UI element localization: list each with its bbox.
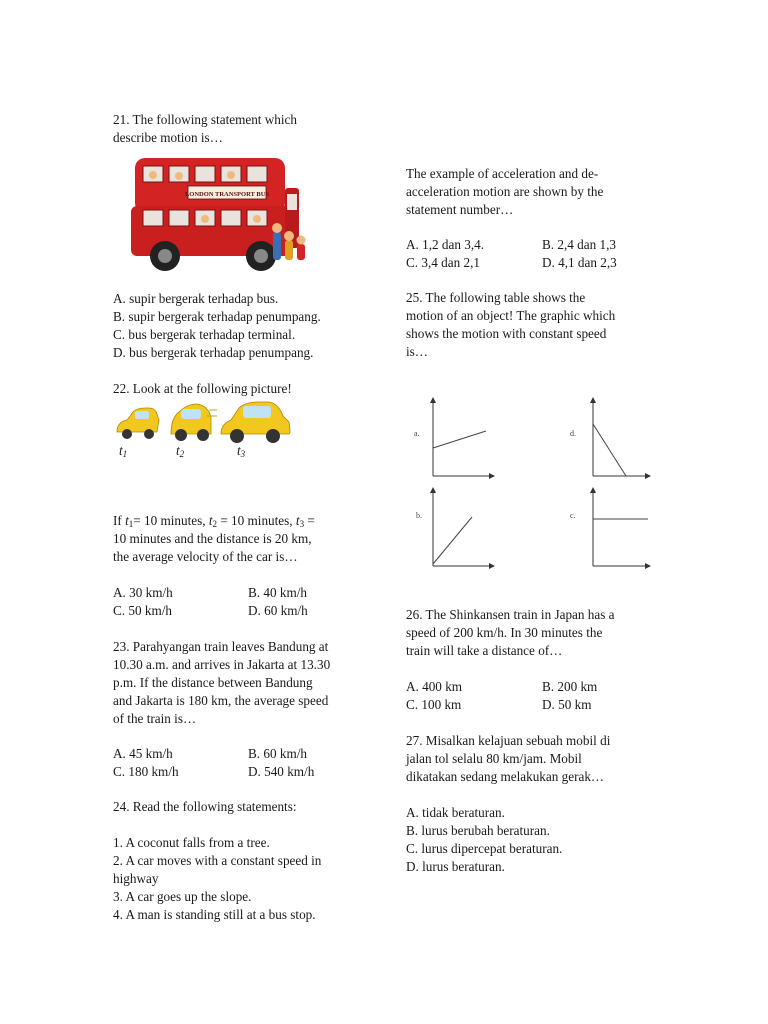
q25-line3: shows the motion with constant speed: [406, 326, 607, 341]
q27-option-a: A. tidak beraturan.: [406, 805, 505, 820]
bus-illustration: [113, 148, 318, 273]
q22-option-c: C. 50 km/h: [113, 603, 172, 618]
q26-option-a: A. 400 km: [406, 679, 463, 694]
q24-continuation-line2: acceleration motion are shown by the: [406, 184, 604, 199]
q24-statement-4: 4. A man is standing still at a bus stop.: [113, 907, 316, 922]
q24-statement-2: 2. A car moves with a constant speed in: [113, 853, 322, 868]
graph-b: [416, 490, 492, 566]
car-t2: [171, 404, 211, 441]
moving-cars-illustration: [113, 396, 298, 446]
q24-option-a: A. 1,2 dan 3,4.: [406, 237, 485, 252]
q27-line2: jalan tol selalu 80 km/jam. Mobil: [406, 751, 582, 766]
q26-line2: speed of 200 km/h. In 30 minutes the: [406, 625, 603, 640]
q24-option-b: B. 2,4 dan 1,3: [542, 237, 616, 252]
car-t1: [117, 408, 159, 439]
q27-option-b: B. lurus berubah beraturan.: [406, 823, 550, 838]
q23-option-d: D. 540 km/h: [248, 764, 315, 779]
q23-option-b: B. 60 km/h: [248, 746, 307, 761]
q22-line2: 10 minutes and the distance is 20 km,: [113, 531, 312, 546]
q23-option-c: C. 180 km/h: [113, 764, 179, 779]
q22-question: 22. Look at the following picture!: [113, 381, 292, 396]
q26-line1: 26. The Shinkansen train in Japan has a: [406, 607, 615, 622]
q21-option-b: B. supir bergerak terhadap penumpang.: [113, 309, 321, 324]
q24-statement-2-cont: highway: [113, 871, 159, 886]
q23-line4: and Jakarta is 180 km, the average speed: [113, 693, 329, 708]
q21-option-a: A. supir bergerak terhadap bus.: [113, 291, 279, 306]
graph-d-label: c.: [570, 511, 576, 520]
bus-sign-text: LONDON TRANSPORT BUS: [184, 191, 270, 198]
car-label-t2: $t_2$: [176, 443, 185, 459]
q21-option-c: C. bus bergerak terhadap terminal.: [113, 327, 296, 342]
q22-option-b: B. 40 km/h: [248, 585, 307, 600]
q21-option-d: D. bus bergerak terhadap penumpang.: [113, 345, 314, 360]
q25-line2: motion of an object! The graphic which: [406, 308, 616, 323]
graph-c: [570, 400, 648, 476]
q23-option-a: A. 45 km/h: [113, 746, 173, 761]
q24-continuation-line1: The example of acceleration and de-: [406, 166, 599, 181]
q27-option-c: C. lurus dipercepat beraturan.: [406, 841, 563, 856]
q22-line1: If $t_1= 10$ minutes, $t_2 = 10$ minutes, $t_3$ =: [113, 513, 315, 529]
q21-question-line1: 21. The following statement which: [113, 112, 297, 127]
q22-option-d: D. 60 km/h: [248, 603, 308, 618]
car-t3: [207, 402, 290, 443]
q24-statement-3: 3. A car goes up the slope.: [113, 889, 252, 904]
q22-option-a: A. 30 km/h: [113, 585, 173, 600]
q21-question-line2: describe motion is…: [113, 130, 223, 145]
q26-option-d: D. 50 km: [542, 697, 592, 712]
graph-c-label: d.: [570, 429, 576, 438]
q27-line3: dikatakan sedang melakukan gerak…: [406, 769, 605, 784]
q23-line2: 10.30 a.m. and arrives in Jakarta at 13.30: [113, 657, 331, 672]
q24-continuation-line3: statement number…: [406, 202, 514, 217]
q24-option-c: C. 3,4 dan 2,1: [406, 255, 480, 270]
q24-statement-1: 1. A coconut falls from a tree.: [113, 835, 270, 850]
motion-graphs: [406, 390, 656, 580]
car-label-t3: $t_3$: [237, 443, 246, 459]
graph-d: [570, 490, 648, 566]
graph-a-label: a.: [414, 429, 420, 438]
q23-line1: 23. Parahyangan train leaves Bandung at: [113, 639, 329, 654]
q27-option-d: D. lurus beraturan.: [406, 859, 505, 874]
q23-line3: p.m. If the distance between Bandung: [113, 675, 313, 690]
q24-question: 24. Read the following statements:: [113, 799, 297, 814]
q26-option-b: B. 200 km: [542, 679, 598, 694]
q24-option-d: D. 4,1 dan 2,3: [542, 255, 617, 270]
q26-option-c: C. 100 km: [406, 697, 462, 712]
q23-line5: of the train is…: [113, 711, 197, 726]
q25-line1: 25. The following table shows the: [406, 290, 586, 305]
graph-a: [414, 400, 492, 476]
q25-line4: is…: [406, 344, 428, 359]
q27-line1: 27. Misalkan kelajuan sebuah mobil di: [406, 733, 611, 748]
graph-b-label: b.: [416, 511, 422, 520]
q26-line3: train will take a distance of…: [406, 643, 563, 658]
q22-line3: the average velocity of the car is…: [113, 549, 298, 564]
car-label-t1: $t_1$: [119, 443, 128, 459]
